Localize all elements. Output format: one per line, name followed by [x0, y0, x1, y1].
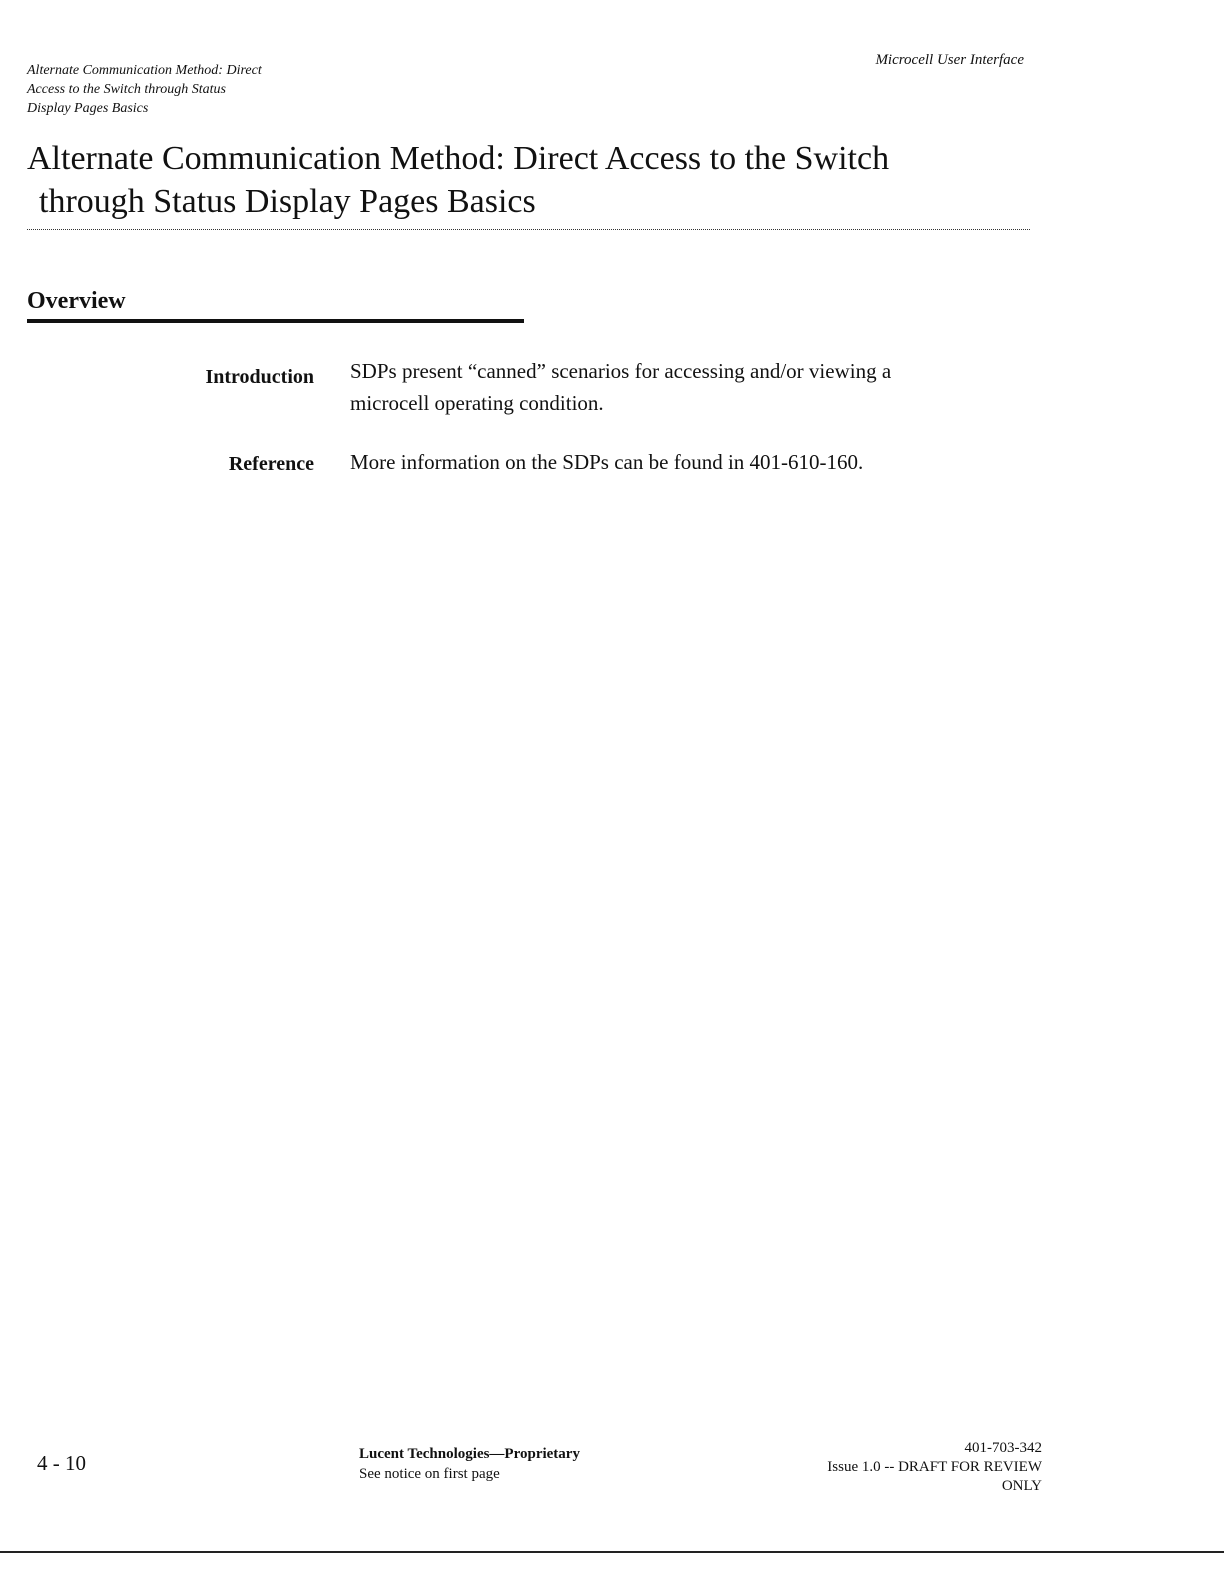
reference-text — [350, 446, 990, 478]
footer-right-line: ONLY — [1001, 1478, 1042, 1494]
section-heading: Overview — [27, 288, 126, 314]
page-title-line: Alternate Communication Method: Direct Access to the Switch — [27, 140, 890, 177]
footer-right-line: 401-703-342 — [964, 1440, 1042, 1456]
page-number: 4 - 10 — [37, 1451, 86, 1475]
reference-label: Reference — [228, 453, 314, 475]
footer-proprietary-notice — [359, 1444, 580, 1484]
footer-company: Lucent Technologies—Proprietary — [359, 1446, 580, 1462]
introduction-text-line: SDPs present “canned” scenarios for accessing and/or viewing a — [350, 359, 892, 383]
footer-right-line: Issue 1.0 -- DRAFT FOR REVIEW — [827, 1459, 1042, 1475]
running-header-left — [27, 61, 367, 118]
running-header-left-line: Access to the Switch through Status — [27, 82, 226, 97]
footer-note: See notice on first page — [359, 1466, 500, 1482]
introduction-text — [350, 355, 990, 419]
section-heading-rule — [27, 319, 524, 323]
page-title — [27, 137, 1027, 223]
running-header-left-line: Alternate Communication Method: Direct — [27, 63, 262, 78]
title-dotted-rule — [27, 229, 1030, 230]
running-header-right: Microcell User Interface — [875, 52, 1024, 68]
running-header-left-line: Display Pages Basics — [27, 101, 149, 116]
reference-text-line: More information on the SDPs can be found in 401-610-160. — [350, 450, 864, 474]
bottom-rule — [0, 1551, 1224, 1553]
footer-document-id — [742, 1439, 1042, 1496]
page-title-line: through Status Display Pages Basics — [39, 183, 536, 220]
introduction-label: Introduction — [205, 366, 314, 388]
introduction-text-line: microcell operating condition. — [350, 391, 604, 415]
